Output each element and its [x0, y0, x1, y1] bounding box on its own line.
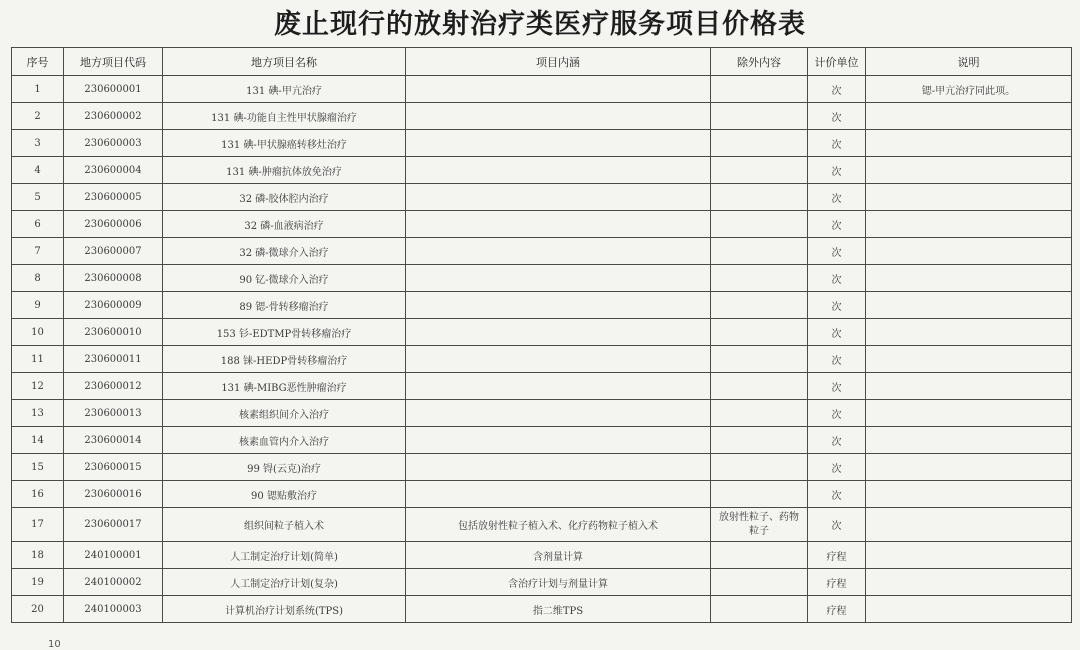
cell-code: 240100001 — [64, 542, 163, 569]
cell-content — [406, 319, 711, 346]
cell-unit: 疗程 — [808, 542, 866, 569]
cell-code: 230600005 — [64, 184, 163, 211]
cell-excluded: 放射性粒子、药物粒子 — [711, 508, 808, 542]
cell-name: 32 磷-微球介入治疗 — [163, 238, 406, 265]
cell-index: 17 — [12, 508, 64, 542]
cell-excluded — [711, 400, 808, 427]
cell-notes — [866, 238, 1072, 265]
cell-notes — [866, 569, 1072, 596]
cell-notes — [866, 454, 1072, 481]
cell-unit: 次 — [808, 508, 866, 542]
cell-content: 指二维TPS — [406, 596, 711, 623]
cell-content — [406, 292, 711, 319]
table-row — [12, 76, 1072, 103]
header-name: 地方项目名称 — [163, 48, 406, 76]
cell-excluded — [711, 157, 808, 184]
table-row — [12, 400, 1072, 427]
cell-unit: 次 — [808, 427, 866, 454]
cell-content — [406, 454, 711, 481]
cell-notes — [866, 130, 1072, 157]
cell-notes — [866, 184, 1072, 211]
cell-code: 240100003 — [64, 596, 163, 623]
cell-content — [406, 76, 711, 103]
cell-unit: 次 — [808, 373, 866, 400]
cell-code: 230600016 — [64, 481, 163, 508]
cell-content — [406, 184, 711, 211]
cell-content — [406, 211, 711, 238]
header-content: 项目内涵 — [406, 48, 711, 76]
cell-index: 3 — [12, 130, 64, 157]
cell-name: 计算机治疗计划系统(TPS) — [163, 596, 406, 623]
cell-notes — [866, 346, 1072, 373]
table-row — [12, 265, 1072, 292]
cell-unit: 次 — [808, 103, 866, 130]
header-unit: 计价单位 — [808, 48, 866, 76]
cell-content — [406, 400, 711, 427]
cell-index: 7 — [12, 238, 64, 265]
cell-index: 9 — [12, 292, 64, 319]
cell-content: 包括放射性粒子植入术、化疗药物粒子植入术 — [406, 508, 711, 542]
cell-code: 230600012 — [64, 373, 163, 400]
table-row — [12, 238, 1072, 265]
cell-code: 230600017 — [64, 508, 163, 542]
table-header-row — [12, 48, 1072, 76]
cell-code: 230600009 — [64, 292, 163, 319]
cell-unit: 次 — [808, 454, 866, 481]
table-row — [12, 103, 1072, 130]
table-row — [12, 157, 1072, 184]
cell-name: 组织间粒子植入术 — [163, 508, 406, 542]
cell-notes — [866, 481, 1072, 508]
cell-name: 90 锶贴敷治疗 — [163, 481, 406, 508]
cell-excluded — [711, 211, 808, 238]
cell-name: 90 钇-微球介入治疗 — [163, 265, 406, 292]
cell-code: 230600008 — [64, 265, 163, 292]
header-index: 序号 — [12, 48, 64, 76]
cell-excluded — [711, 481, 808, 508]
cell-notes — [866, 265, 1072, 292]
cell-excluded — [711, 319, 808, 346]
cell-name: 131 碘-肿瘤抗体放免治疗 — [163, 157, 406, 184]
table-row — [12, 542, 1072, 569]
table-row — [12, 508, 1072, 542]
table-row — [12, 346, 1072, 373]
cell-index: 20 — [12, 596, 64, 623]
cell-content — [406, 427, 711, 454]
cell-code: 230600010 — [64, 319, 163, 346]
table-row — [12, 211, 1072, 238]
cell-content — [406, 157, 711, 184]
cell-index: 8 — [12, 265, 64, 292]
cell-name: 32 磷-血液病治疗 — [163, 211, 406, 238]
cell-notes — [866, 319, 1072, 346]
cell-content — [406, 481, 711, 508]
cell-unit: 疗程 — [808, 569, 866, 596]
cell-index: 4 — [12, 157, 64, 184]
cell-code: 230600004 — [64, 157, 163, 184]
cell-code: 230600006 — [64, 211, 163, 238]
cell-content — [406, 346, 711, 373]
cell-excluded — [711, 427, 808, 454]
cell-index: 16 — [12, 481, 64, 508]
cell-code: 230600014 — [64, 427, 163, 454]
cell-name: 131 碘-甲状腺癌转移灶治疗 — [163, 130, 406, 157]
cell-unit: 次 — [808, 238, 866, 265]
cell-notes — [866, 400, 1072, 427]
cell-index: 13 — [12, 400, 64, 427]
cell-notes: 锶-甲亢治疗同此项。 — [866, 76, 1072, 103]
cell-name: 153 钐-EDTMP骨转移瘤治疗 — [163, 319, 406, 346]
table-row — [12, 373, 1072, 400]
cell-index: 19 — [12, 569, 64, 596]
cell-content — [406, 103, 711, 130]
cell-notes — [866, 373, 1072, 400]
cell-content — [406, 238, 711, 265]
cell-excluded — [711, 265, 808, 292]
cell-excluded — [711, 454, 808, 481]
cell-unit: 次 — [808, 157, 866, 184]
table-row — [12, 454, 1072, 481]
table-row — [12, 292, 1072, 319]
page-number: 10 — [48, 639, 61, 650]
cell-name: 32 磷-胶体腔内治疗 — [163, 184, 406, 211]
cell-index: 12 — [12, 373, 64, 400]
cell-code: 230600002 — [64, 103, 163, 130]
cell-excluded — [711, 346, 808, 373]
cell-name: 131 碘-MIBG恶性肿瘤治疗 — [163, 373, 406, 400]
header-excluded: 除外内容 — [711, 48, 808, 76]
cell-notes — [866, 103, 1072, 130]
cell-content: 含治疗计划与剂量计算 — [406, 569, 711, 596]
document-title: 废止现行的放射治疗类医疗服务项目价格表 — [274, 9, 806, 40]
table-row — [12, 481, 1072, 508]
cell-unit: 次 — [808, 184, 866, 211]
cell-excluded — [711, 373, 808, 400]
cell-name: 99 锝(云克)治疗 — [163, 454, 406, 481]
cell-excluded — [711, 76, 808, 103]
cell-excluded — [711, 569, 808, 596]
cell-unit: 次 — [808, 211, 866, 238]
cell-excluded — [711, 184, 808, 211]
cell-unit: 次 — [808, 400, 866, 427]
table-row — [12, 319, 1072, 346]
cell-index: 5 — [12, 184, 64, 211]
cell-name: 131 碘-功能自主性甲状腺瘤治疗 — [163, 103, 406, 130]
cell-unit: 次 — [808, 76, 866, 103]
cell-content — [406, 265, 711, 292]
table-row — [12, 569, 1072, 596]
cell-index: 15 — [12, 454, 64, 481]
header-notes: 说明 — [866, 48, 1072, 76]
cell-name: 核素组织间介入治疗 — [163, 400, 406, 427]
cell-content — [406, 130, 711, 157]
cell-unit: 次 — [808, 481, 866, 508]
cell-code: 230600013 — [64, 400, 163, 427]
cell-excluded — [711, 238, 808, 265]
cell-excluded — [711, 292, 808, 319]
cell-excluded — [711, 103, 808, 130]
cell-unit: 次 — [808, 265, 866, 292]
cell-code: 230600003 — [64, 130, 163, 157]
cell-code: 230600011 — [64, 346, 163, 373]
cell-index: 10 — [12, 319, 64, 346]
cell-index: 14 — [12, 427, 64, 454]
cell-content — [406, 373, 711, 400]
cell-name: 人工制定治疗计划(复杂) — [163, 569, 406, 596]
table-row — [12, 427, 1072, 454]
cell-notes — [866, 596, 1072, 623]
cell-name: 人工制定治疗计划(简单) — [163, 542, 406, 569]
cell-notes — [866, 427, 1072, 454]
header-code: 地方项目代码 — [64, 48, 163, 76]
cell-unit: 次 — [808, 346, 866, 373]
cell-code: 240100002 — [64, 569, 163, 596]
cell-index: 6 — [12, 211, 64, 238]
cell-unit: 次 — [808, 130, 866, 157]
cell-index: 1 — [12, 76, 64, 103]
cell-index: 11 — [12, 346, 64, 373]
cell-name: 131 碘-甲亢治疗 — [163, 76, 406, 103]
cell-index: 18 — [12, 542, 64, 569]
cell-notes — [866, 292, 1072, 319]
table-row — [12, 596, 1072, 623]
cell-code: 230600007 — [64, 238, 163, 265]
cell-code: 230600015 — [64, 454, 163, 481]
cell-unit: 次 — [808, 319, 866, 346]
cell-excluded — [711, 596, 808, 623]
cell-notes — [866, 508, 1072, 542]
cell-excluded — [711, 130, 808, 157]
cell-excluded — [711, 542, 808, 569]
cell-unit: 疗程 — [808, 596, 866, 623]
cell-name: 89 锶-骨转移瘤治疗 — [163, 292, 406, 319]
table-row — [12, 184, 1072, 211]
cell-content: 含剂量计算 — [406, 542, 711, 569]
cell-name: 188 铼-HEDP骨转移瘤治疗 — [163, 346, 406, 373]
cell-notes — [866, 542, 1072, 569]
cell-index: 2 — [12, 103, 64, 130]
price-table — [11, 47, 1072, 623]
cell-notes — [866, 157, 1072, 184]
cell-code: 230600001 — [64, 76, 163, 103]
cell-unit: 次 — [808, 292, 866, 319]
cell-notes — [866, 211, 1072, 238]
cell-name: 核素血管内介入治疗 — [163, 427, 406, 454]
table-row — [12, 130, 1072, 157]
